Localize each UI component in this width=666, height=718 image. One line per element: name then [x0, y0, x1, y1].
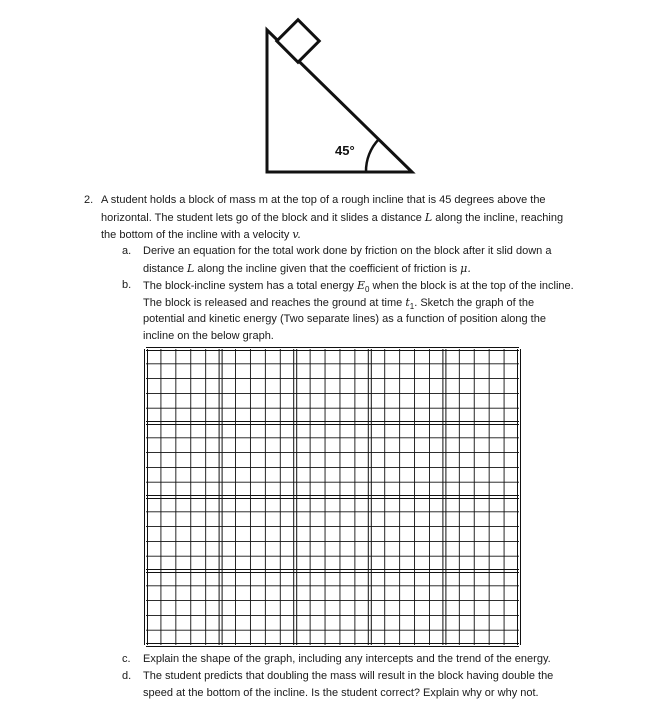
part-a-line-1: Derive an equation for the total work done by friction on the block after it slid down a [143, 245, 552, 257]
problem-line-2: horizontal. The student lets go of the block and it slides a distance L along the incline, reaching [101, 211, 564, 224]
part-d-label: d. [122, 670, 132, 682]
problem-line-3: the bottom of the incline with a velocity v. [101, 228, 301, 241]
problem-line-1: A student holds a block of mass m at the top of a rough incline that is 45 degrees above the [101, 194, 546, 206]
part-b-line-4: incline on the below graph. [143, 330, 274, 342]
angle-label: 45° [335, 143, 355, 158]
part-d-line-2: speed at the bottom of the incline. Is the student correct? Explain why or why not. [143, 687, 539, 699]
part-b-label: b. [122, 279, 132, 291]
part-a-line-2: distance L along the incline given that the coefficient of friction is μ. [143, 262, 471, 275]
part-b-line-2: The block is released and reaches the ground at time $t_1$. Sketch the graph of the [143, 296, 535, 312]
part-a-label: a. [122, 245, 132, 257]
part-b-line-1: The block-incline system has a total energy $E_0$ when the block is at the top of the incline. [143, 279, 574, 295]
var-v: v. [292, 228, 301, 241]
problem-number: 2. [84, 194, 94, 206]
part-c-line-1: Explain the shape of the graph, including any intercepts and the trend of the energy. [143, 653, 551, 665]
var-L: L [424, 211, 433, 224]
part-c-label: c. [122, 653, 131, 665]
part-d-line-1: The student predicts that doubling the mass will result in the block having double the [143, 670, 554, 682]
part-b-line-3: potential and kinetic energy (Two separate lines) as a function of position along the [143, 313, 546, 325]
